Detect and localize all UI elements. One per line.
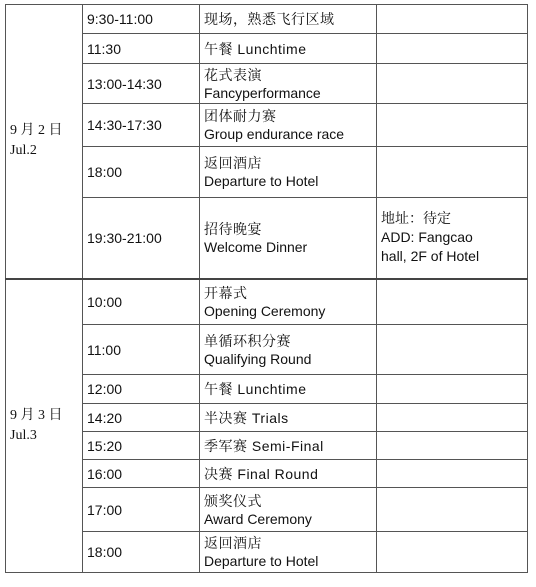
- time-cell: 19:30-21:00: [83, 198, 200, 279]
- event-name-en: Award Ceremony: [204, 510, 312, 527]
- schedule-row: [6, 488, 528, 532]
- event-cell: [200, 34, 377, 64]
- time-cell: 11:00: [83, 325, 200, 375]
- event-name-cn: 颁奖仪式: [204, 492, 262, 509]
- event-name-cn: 返回酒店: [204, 535, 262, 551]
- time-cell: 13:00-14:30: [83, 64, 200, 104]
- event-cell: [200, 404, 377, 432]
- schedule-row: [6, 532, 528, 573]
- event-name-cn: 返回酒店: [204, 155, 262, 171]
- event-name-en: Departure to Hotel: [204, 173, 319, 189]
- event-cell: [200, 279, 377, 325]
- time-cell: 14:20: [83, 404, 200, 432]
- time-cell: 14:30-17:30: [83, 104, 200, 147]
- event-name-en: Qualifying Round: [204, 350, 312, 367]
- event-name-cn: 花式表演: [204, 66, 262, 83]
- day-date-en: Jul.2: [10, 143, 37, 159]
- day-date-cn: 9 月 3 日: [10, 407, 63, 423]
- event-cell: [200, 460, 377, 488]
- note-cell: [377, 488, 528, 532]
- event-name-cn: 团体耐力赛: [204, 108, 277, 124]
- time-cell: 9:30-11:00: [83, 5, 200, 34]
- event-name-en: Group endurance race: [204, 126, 345, 142]
- schedule-row: [6, 375, 528, 404]
- event-name-en: Opening Ceremony: [204, 302, 326, 319]
- time-cell: 18:00: [83, 147, 200, 198]
- note-cell: [377, 532, 528, 573]
- day-date-cn: 9 月 2 日: [10, 123, 63, 139]
- event-cell: [200, 432, 377, 460]
- schedule-row: [6, 147, 528, 198]
- event-name-cn: 现场，熟悉飞行区域: [204, 11, 335, 27]
- event-cell: [200, 198, 377, 279]
- note-cell: [377, 375, 528, 404]
- note-cell: [377, 279, 528, 325]
- event-cell: [200, 104, 377, 147]
- note-cell: [377, 432, 528, 460]
- time-cell: 12:00: [83, 375, 200, 404]
- time-cell: 17:00: [83, 488, 200, 532]
- schedule-row: [6, 279, 528, 325]
- time-cell: 10:00: [83, 279, 200, 325]
- schedule-row: [6, 5, 528, 34]
- schedule-row: [6, 104, 528, 147]
- note-line: hall, 2F of Hotel: [381, 248, 480, 265]
- schedule-row: [6, 198, 528, 279]
- event-cell: [200, 147, 377, 198]
- note-cell: [377, 34, 528, 64]
- schedule-row: [6, 404, 528, 432]
- event-name-cn: 决赛 Final Round: [204, 465, 319, 482]
- note-cell: [377, 104, 528, 147]
- time-cell: 18:00: [83, 532, 200, 573]
- event-name-en: Fancyperformance: [204, 84, 321, 101]
- event-cell: [200, 488, 377, 532]
- event-name-cn: 单循环积分赛: [204, 332, 291, 349]
- event-cell: [200, 325, 377, 375]
- schedule-row: [6, 325, 528, 375]
- event-name-en: Welcome Dinner: [204, 238, 308, 255]
- event-cell: [200, 375, 377, 404]
- note-cell: [377, 147, 528, 198]
- event-name-cn: 开幕式: [204, 284, 248, 301]
- note-cell: [377, 460, 528, 488]
- note-cell: [377, 5, 528, 34]
- event-name-cn: 半决赛 Trials: [204, 409, 289, 426]
- time-cell: 15:20: [83, 432, 200, 460]
- note-cell: [377, 64, 528, 104]
- schedule-row: [6, 64, 528, 104]
- note-line: 地址：待定: [381, 210, 451, 227]
- day-date-en: Jul.3: [10, 427, 37, 443]
- note-cell: [377, 325, 528, 375]
- schedule-row: [6, 460, 528, 488]
- event-name-cn: 午餐 Lunchtime: [204, 381, 307, 397]
- event-name-cn: 招待晚宴: [204, 220, 262, 237]
- note-cell: [377, 198, 528, 279]
- event-cell: [200, 5, 377, 34]
- note-cell: [377, 404, 528, 432]
- schedule-table: [5, 4, 528, 573]
- day-cell: [6, 5, 83, 279]
- note-line: ADD: Fangcao: [381, 229, 473, 246]
- event-name-cn: 午餐 Lunchtime: [204, 40, 307, 57]
- time-cell: 11:30: [83, 34, 200, 64]
- event-name-en: Departure to Hotel: [204, 553, 319, 569]
- event-name-cn: 季军赛 Semi-Final: [204, 437, 324, 454]
- schedule-row: [6, 34, 528, 64]
- day-cell: [6, 279, 83, 573]
- time-cell: 16:00: [83, 460, 200, 488]
- schedule-row: [6, 432, 528, 460]
- event-cell: [200, 64, 377, 104]
- event-cell: [200, 532, 377, 573]
